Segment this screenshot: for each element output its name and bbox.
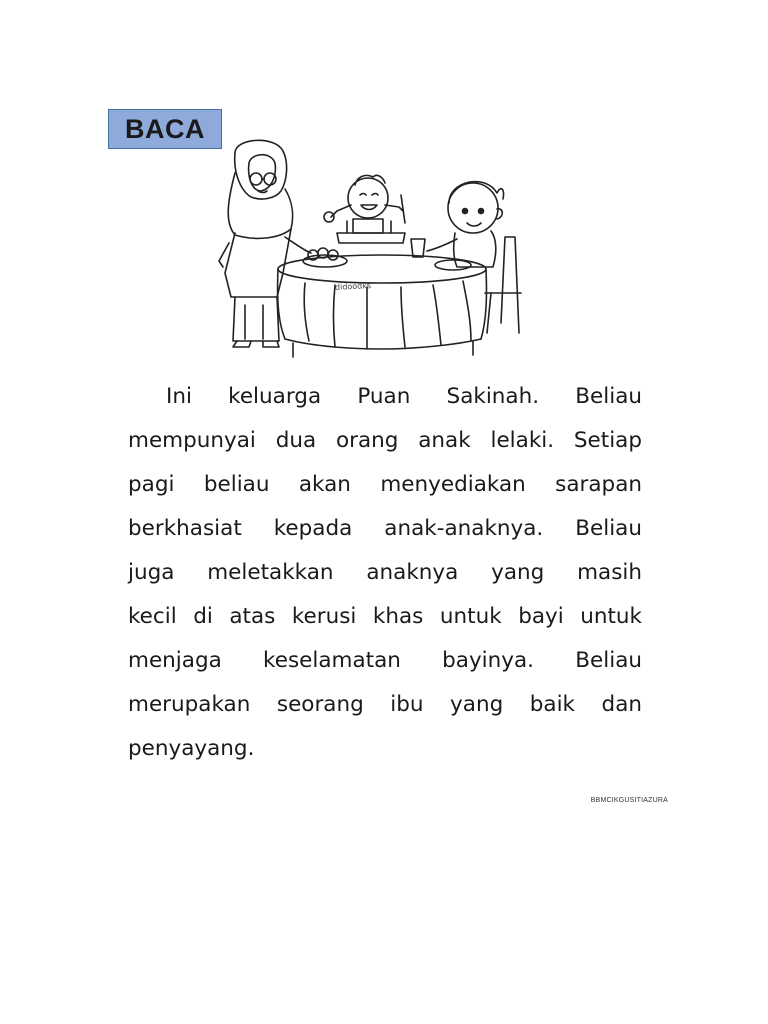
passage-line: kecil di atas kerusi khas untuk bayi untuk bbox=[128, 604, 642, 629]
dining-table bbox=[278, 248, 487, 357]
passage-line: merupakan seorang ibu yang baik dan bbox=[128, 692, 642, 717]
passage-line: juga meletakkan anaknya yang masih bbox=[128, 560, 642, 585]
author-credit: BBMCIKGUSITIAZURA bbox=[590, 797, 668, 804]
illustration-watermark: didoodks bbox=[334, 281, 372, 292]
family-breakfast-illustration bbox=[205, 133, 540, 363]
passage-line: Ini keluarga Puan Sakinah. Beliau bbox=[166, 384, 642, 409]
mother-figure bbox=[219, 140, 311, 347]
baby-figure bbox=[324, 175, 405, 243]
passage-line: penyayang. bbox=[128, 736, 255, 761]
boy-figure bbox=[411, 182, 521, 333]
passage-line: mempunyai dua orang anak lelaki. Setiap bbox=[128, 428, 642, 453]
passage-line: menjaga keselamatan bayinya. Beliau bbox=[128, 648, 642, 673]
passage-line: pagi beliau akan menyediakan sarapan bbox=[128, 472, 642, 497]
reading-passage bbox=[128, 375, 642, 771]
passage-line: berkhasiat kepada anak-anaknya. Beliau bbox=[128, 516, 642, 541]
baca-label: BACA bbox=[125, 113, 205, 144]
